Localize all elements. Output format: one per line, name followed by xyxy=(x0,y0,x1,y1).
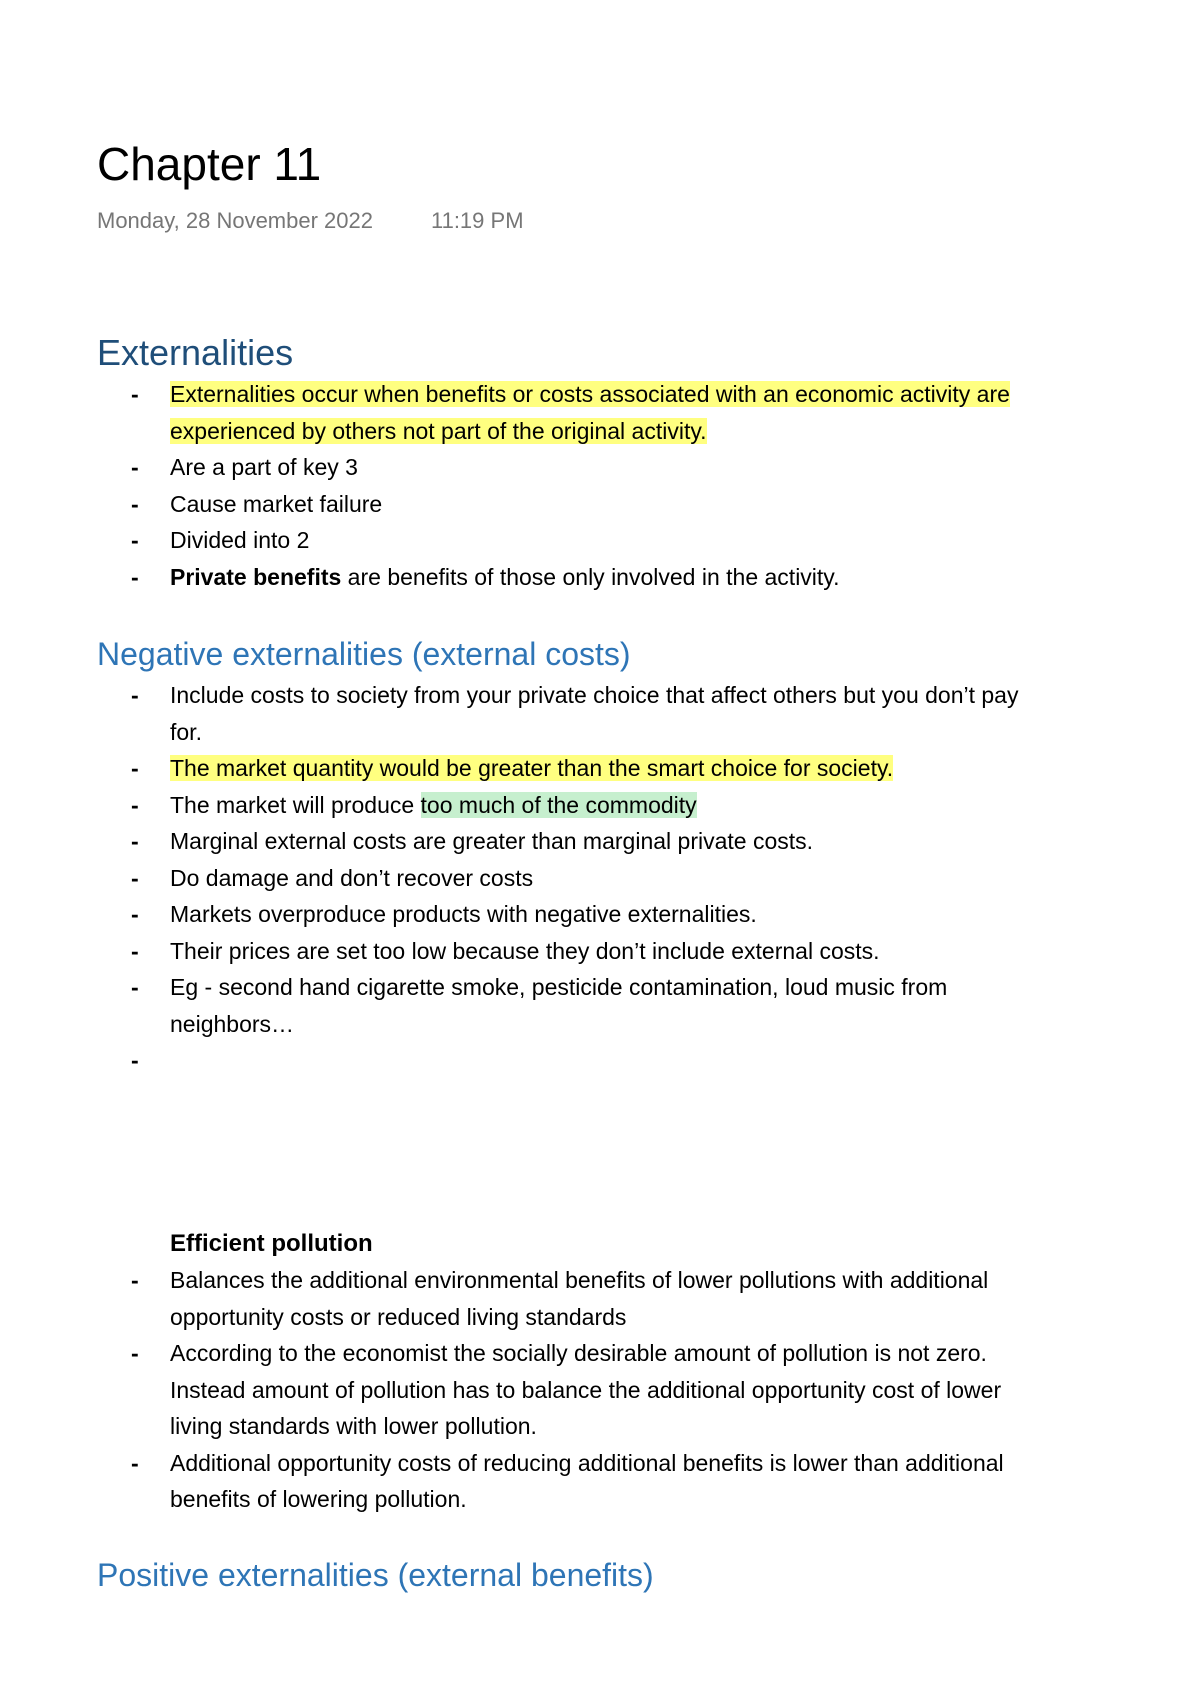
page-timestamp xyxy=(97,206,524,236)
highlighted-text: Externalities occur when benefits or costs associated with an economic activity are experienced by others not part of the original activity. xyxy=(170,381,1010,444)
list-item-text: Divided into 2 xyxy=(170,527,310,553)
list-item xyxy=(0,969,1200,1042)
list-item xyxy=(0,860,1200,897)
list-item-text: are benefits of those only involved in the activity. xyxy=(341,563,840,590)
bullet-dash: - xyxy=(131,454,139,480)
bullet-dash: - xyxy=(131,791,139,818)
page-time: 11:19 PM xyxy=(430,208,524,233)
bullet-dash: - xyxy=(131,490,139,517)
bullet-dash: - xyxy=(131,1340,139,1366)
list-item-text: The market will produce xyxy=(170,791,421,818)
list-item xyxy=(0,677,1200,750)
list-item-text: Eg - second hand cigarette smoke, pesticide contamination, loud music from neighbors… xyxy=(170,974,948,1037)
list-item-text: According to the economist the socially desirable amount of pollution is not zero. Instead amount of pollution has to balance the additional opportunity cost of lower living standards with lower pollution. xyxy=(170,1340,1002,1439)
list-item xyxy=(0,750,1200,787)
highlighted-text: too much of the commodity xyxy=(420,791,697,818)
list-item xyxy=(0,559,1200,596)
negative-externalities-list xyxy=(0,677,1200,1079)
bullet-dash: - xyxy=(131,901,139,927)
page-title: Chapter 11 xyxy=(97,138,322,190)
list-item xyxy=(0,1335,1200,1445)
list-item xyxy=(0,486,1200,523)
list-item xyxy=(0,1445,1200,1518)
list-item xyxy=(0,522,1200,559)
efficient-pollution-list xyxy=(0,1262,1200,1518)
list-item xyxy=(0,376,1200,449)
list-item xyxy=(0,449,1200,486)
bullet-dash: - xyxy=(131,682,139,708)
list-item-text: Marginal external costs are greater than marginal private costs. xyxy=(170,828,814,854)
bold-term: Private benefits xyxy=(170,563,342,590)
bullet-dash: - xyxy=(131,974,139,1000)
bullet-dash: - xyxy=(131,937,139,964)
list-item-text: Do damage and don’t recover costs xyxy=(170,864,534,891)
list-item xyxy=(0,1042,1200,1079)
list-item xyxy=(0,823,1200,860)
heading-positive-externalities: Positive externalities (external benefits) xyxy=(97,1557,654,1593)
bullet-dash: - xyxy=(131,527,139,553)
highlighted-text: The market quantity would be greater than the smart choice for society. xyxy=(170,755,894,781)
bullet-dash: - xyxy=(131,864,139,891)
bullet-dash: - xyxy=(131,1267,139,1293)
bullet-dash: - xyxy=(131,755,139,781)
list-item xyxy=(0,787,1200,824)
heading-efficient-pollution: Efficient pollution xyxy=(170,1230,373,1257)
bullet-dash: - xyxy=(131,1449,139,1476)
bullet-dash: - xyxy=(131,828,139,854)
list-item xyxy=(0,896,1200,933)
heading-externalities: Externalities xyxy=(97,332,294,373)
list-item-text: Cause market failure xyxy=(170,490,383,517)
list-item xyxy=(0,933,1200,970)
list-item-text: Their prices are set too low because they don’t include external costs. xyxy=(170,937,880,964)
bullet-dash: - xyxy=(131,381,139,407)
bullet-dash: - xyxy=(131,1047,139,1073)
list-item-text: Include costs to society from your private choice that affect others but you don’t pay for. xyxy=(170,682,1019,745)
externalities-list xyxy=(0,376,1200,595)
page-date: Monday, 28 November 2022 xyxy=(97,208,373,233)
list-item-text: Balances the additional environmental benefits of lower pollutions with additional opportunity costs or reduced living standards xyxy=(170,1267,989,1330)
bullet-dash: - xyxy=(131,563,139,590)
heading-negative-externalities: Negative externalities (external costs) xyxy=(97,636,631,672)
list-item xyxy=(0,1262,1200,1335)
list-item-text: Markets overproduce products with negative externalities. xyxy=(170,901,757,927)
list-item-text: Additional opportunity costs of reducing additional benefits is lower than additional benefits of lowering pollution. xyxy=(170,1449,1004,1512)
list-item-text: Are a part of key 3 xyxy=(170,454,358,480)
